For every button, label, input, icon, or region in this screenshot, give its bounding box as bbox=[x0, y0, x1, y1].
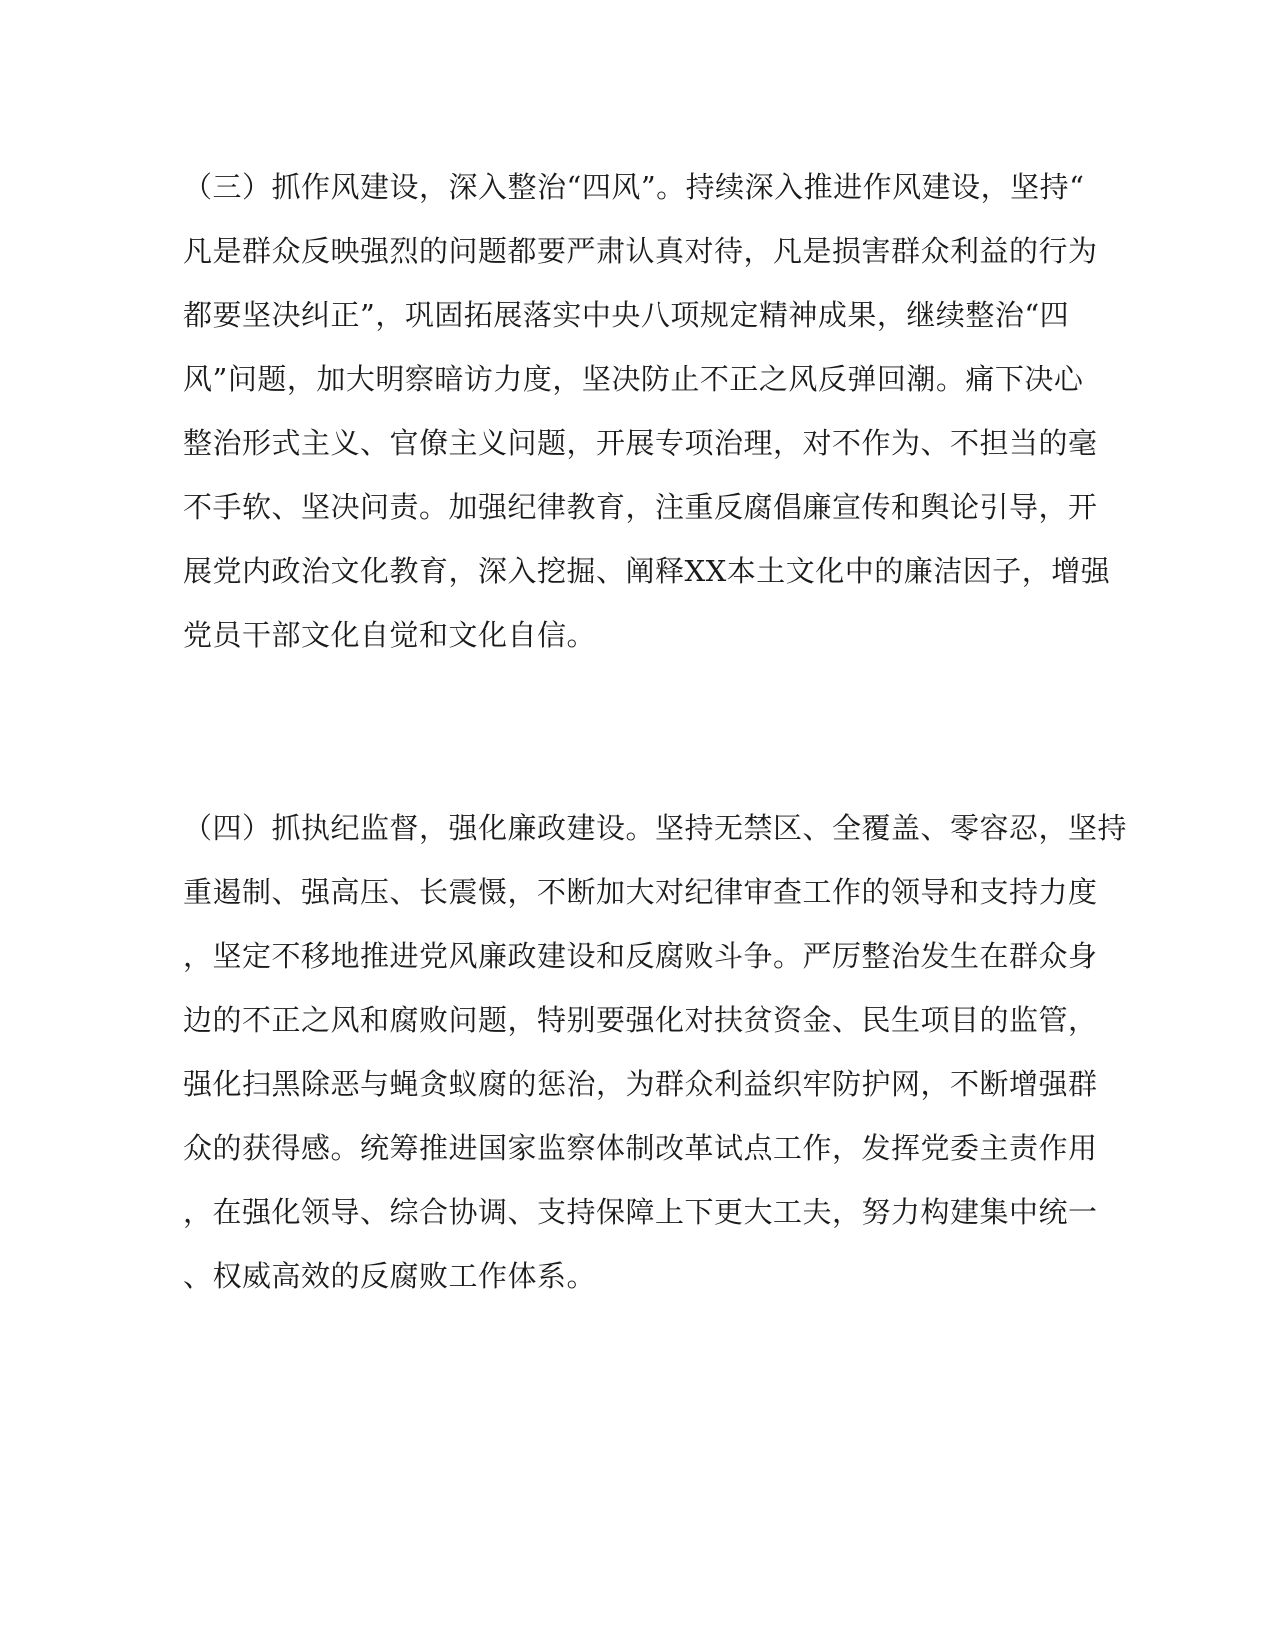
paragraph-discipline-supervision bbox=[183, 796, 1128, 1308]
paragraph-line: 不手软、坚决问责。加强纪律教育，注重反腐倡廉宣传和舆论引导，开 bbox=[183, 490, 1098, 524]
paragraph-line: （三）抓作风建设，深入整治“四风”。持续深入推进作风建设，坚持“ bbox=[183, 170, 1085, 204]
paragraph-line: 众的获得感。统筹推进国家监察体制改革试点工作，发挥党委主责作用 bbox=[183, 1131, 1098, 1165]
paragraph-line: 凡是群众反映强烈的问题都要严肃认真对待，凡是损害群众利益的行为 bbox=[183, 234, 1098, 268]
paragraph-line: 党员干部文化自觉和文化自信。 bbox=[183, 618, 597, 652]
paragraph-line: 、权威高效的反腐败工作体系。 bbox=[183, 1259, 597, 1293]
paragraph-line: 重遏制、强高压、长震慑，不断加大对纪律审查工作的领导和支持力度 bbox=[183, 875, 1098, 909]
paragraph-line: （四）抓执纪监督，强化廉政建设。坚持无禁区、全覆盖、零容忍，坚持 bbox=[183, 811, 1128, 845]
paragraph-style-improvement bbox=[183, 155, 1111, 667]
paragraph-line: 展党内政治文化教育，深入挖掘、阐释XX本土文化中的廉洁因子，增强 bbox=[183, 554, 1111, 588]
paragraph-line: 风”问题，加大明察暗访力度，坚决防止不正之风反弹回潮。痛下决心 bbox=[183, 362, 1084, 396]
paragraph-line: ，在强化领导、综合协调、支持保障上下更大工夫，努力构建集中统一 bbox=[183, 1195, 1098, 1229]
paragraph-line: 整治形式主义、官僚主义问题，开展专项治理，对不作为、不担当的毫 bbox=[183, 426, 1098, 460]
paragraph-line: 都要坚决纠正”，巩固拓展落实中央八项规定精神成果，继续整治“四 bbox=[183, 298, 1070, 332]
paragraph-line: 边的不正之风和腐败问题，特别要强化对扶贫资金、民生项目的监管， bbox=[183, 1003, 1098, 1037]
paragraph-line: 强化扫黑除恶与蝇贪蚁腐的惩治，为群众利益织牢防护网，不断增强群 bbox=[183, 1067, 1098, 1101]
paragraph-line: ，坚定不移地推进党风廉政建设和反腐败斗争。严厉整治发生在群众身 bbox=[183, 939, 1098, 973]
